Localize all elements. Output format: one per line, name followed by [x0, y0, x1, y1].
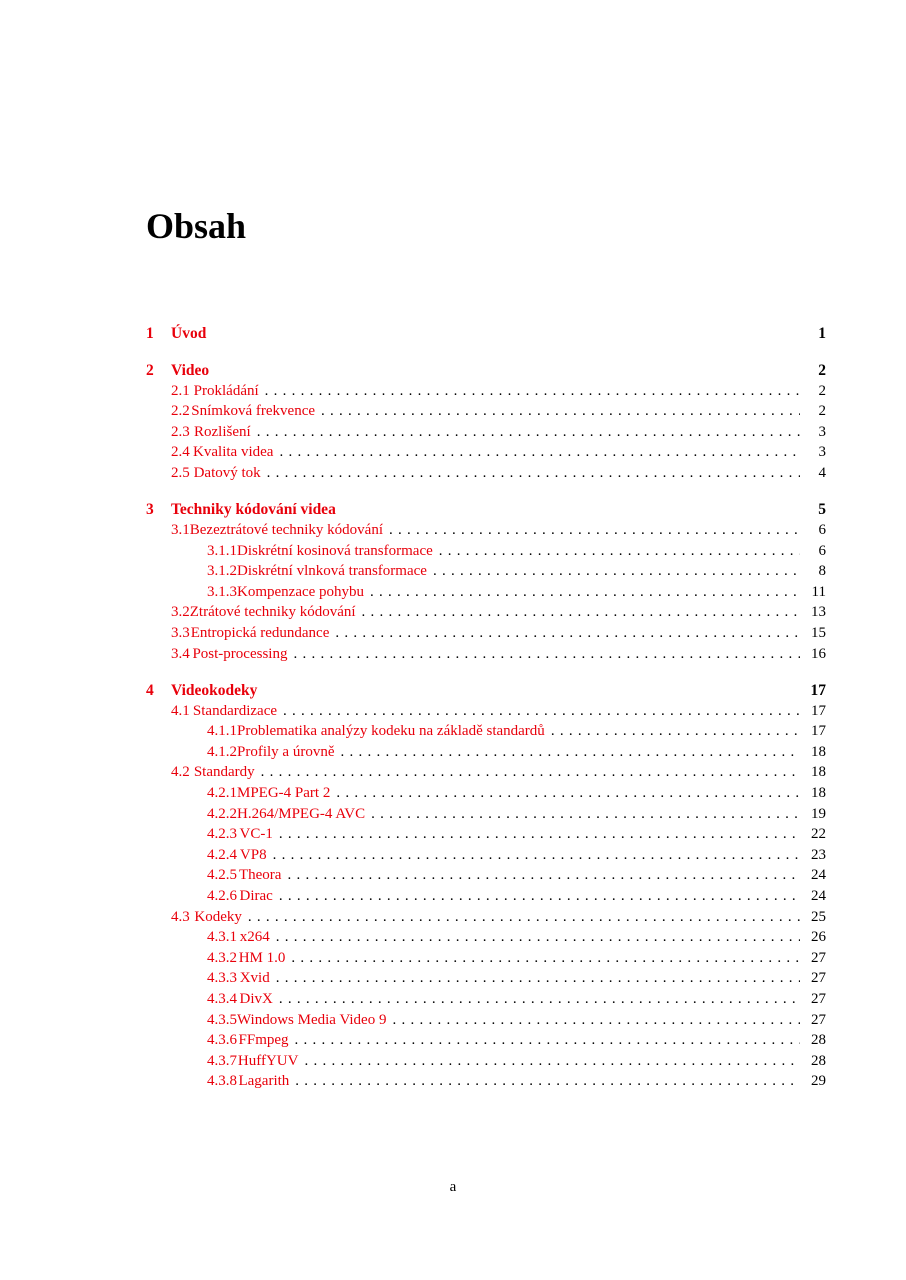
toc-entry-chapter[interactable] — [146, 682, 826, 703]
toc-entry-number[interactable]: 2.5 — [171, 464, 190, 481]
dot-leader — [336, 785, 800, 802]
toc-entry-number[interactable]: 2.2 — [171, 403, 190, 420]
toc-entry-page: 3 — [818, 423, 826, 440]
dot-leader — [279, 444, 800, 461]
dot-leader — [392, 1012, 800, 1029]
toc-entry-subsection[interactable] — [146, 991, 826, 1012]
toc-entry-section[interactable] — [146, 424, 826, 445]
toc-entry-subsection[interactable] — [146, 888, 826, 909]
toc-entry-number[interactable]: 2 — [146, 361, 154, 379]
toc-entry-section[interactable] — [146, 383, 826, 404]
toc-entry-label[interactable]: Rozlišení — [194, 423, 251, 440]
dot-leader — [257, 424, 800, 441]
toc-entry-section[interactable] — [146, 703, 826, 724]
dot-leader — [279, 888, 800, 905]
toc-entry-subsection[interactable] — [146, 584, 826, 605]
toc-entry-page: 18 — [811, 764, 826, 781]
toc-entry-subsection[interactable] — [146, 785, 826, 806]
toc-entry-number[interactable]: 3.1.1 — [207, 542, 237, 559]
toc-entry-number[interactable]: 3.1.3 — [207, 583, 237, 600]
toc-entry-number[interactable]: 4.3.8 — [207, 1073, 237, 1090]
dot-leader — [433, 563, 800, 580]
toc-entry-number[interactable]: 4.3.7 — [207, 1052, 237, 1069]
toc-entry-number[interactable]: 4.2.4 — [207, 846, 237, 863]
toc-entry-page: 17 — [810, 681, 826, 699]
dot-leader — [276, 970, 800, 987]
dot-leader — [287, 867, 800, 884]
toc-entry-subsection[interactable] — [146, 806, 826, 827]
toc-entry-number[interactable]: 3 — [146, 500, 154, 518]
toc-entry-page: 16 — [811, 645, 826, 662]
toc-entry-number[interactable]: 4.3.5 — [207, 1011, 237, 1028]
toc-entry-number[interactable]: 4.1 — [171, 702, 190, 719]
toc-entry-page: 2 — [818, 403, 826, 420]
dot-leader — [551, 723, 800, 740]
toc-entry-page: 2 — [818, 382, 826, 399]
toc-entry-page: 6 — [818, 542, 826, 559]
toc-entry-label[interactable]: Problematika analýzy kodeku na základě standardů — [237, 723, 545, 740]
toc-entry-page: 3 — [818, 444, 826, 461]
toc-entry-page: 15 — [811, 624, 826, 641]
table-of-contents — [146, 325, 826, 1094]
toc-entry-label[interactable]: Diskrétní kosinová transformace — [237, 542, 433, 559]
toc-entry-page: 23 — [811, 846, 826, 863]
toc-entry-section[interactable] — [146, 604, 826, 625]
dot-leader — [335, 625, 800, 642]
toc-entry-label[interactable]: Post-processing — [192, 645, 288, 662]
toc-entry-chapter[interactable] — [146, 325, 826, 346]
toc-entry-chapter[interactable] — [146, 362, 826, 383]
dot-leader — [304, 1053, 800, 1070]
toc-entry-label[interactable]: Prokládání — [193, 382, 259, 399]
toc-entry-label[interactable]: Ztrátové techniky kódování — [189, 604, 356, 621]
toc-entry-page: 17 — [811, 723, 826, 740]
toc-entry-label[interactable]: Dirac — [239, 887, 273, 904]
toc-entry-subsection[interactable] — [146, 867, 826, 888]
toc-entry-label[interactable]: Standardy — [193, 764, 255, 781]
toc-entry-subsection[interactable] — [146, 847, 826, 868]
toc-entry-label[interactable]: Videokodeky — [171, 681, 258, 699]
toc-entry-subsection[interactable] — [146, 543, 826, 564]
toc-entry-number[interactable]: 4.1.2 — [207, 743, 237, 760]
toc-entry-number[interactable]: 3.3 — [171, 624, 190, 641]
toc-entry-number[interactable]: 4.3.6 — [207, 1032, 237, 1049]
toc-entry-page: 8 — [818, 563, 826, 580]
page-title: Obsah — [146, 206, 247, 246]
toc-entry-page: 6 — [818, 521, 826, 538]
toc-entry-subsection[interactable] — [146, 744, 826, 765]
dot-leader — [261, 764, 800, 781]
toc-entry-number[interactable]: 4.2.2 — [207, 805, 237, 822]
dot-leader — [291, 950, 800, 967]
toc-entry-page: 19 — [811, 805, 826, 822]
toc-entry-section[interactable] — [146, 909, 826, 930]
toc-entry-number[interactable]: 4.2 — [171, 764, 190, 781]
toc-entry-page: 27 — [811, 949, 826, 966]
toc-entry-section[interactable] — [146, 764, 826, 785]
toc-entry-number[interactable]: 4.3.1 — [207, 929, 237, 946]
toc-entry-subsection[interactable] — [146, 1012, 826, 1033]
toc-entry-section[interactable] — [146, 522, 826, 543]
toc-entry-page: 24 — [811, 867, 826, 884]
toc-entry-number[interactable]: 2.1 — [171, 382, 190, 399]
toc-entry-page: 28 — [811, 1052, 826, 1069]
toc-entry-label[interactable]: Windows Media Video 9 — [237, 1011, 387, 1028]
dot-leader — [283, 703, 800, 720]
toc-entry-page: 26 — [811, 929, 826, 946]
toc-entry-page: 1 — [818, 325, 826, 342]
toc-entry-label[interactable]: Standardizace — [192, 702, 278, 719]
toc-entry-number[interactable]: 4 — [146, 681, 154, 699]
toc-entry-number[interactable]: 4.3.4 — [207, 990, 237, 1007]
dot-leader — [276, 929, 800, 946]
dot-leader — [279, 991, 800, 1008]
toc-entry-page: 18 — [811, 785, 826, 801]
dot-leader — [389, 522, 800, 539]
toc-entry-number[interactable]: 1 — [146, 325, 154, 342]
dot-leader — [273, 847, 800, 864]
toc-entry-label[interactable]: Theora — [238, 867, 282, 884]
toc-entry-number[interactable]: 4.3 — [171, 908, 190, 925]
dot-leader — [321, 403, 800, 420]
toc-entry-label[interactable]: Úvod — [171, 325, 207, 342]
toc-entry-subsection[interactable] — [146, 970, 826, 991]
dot-leader — [248, 909, 800, 926]
toc-entry-label[interactable]: Datový tok — [193, 464, 261, 481]
toc-entry-page: 25 — [811, 908, 826, 925]
toc-entry-label[interactable]: DivX — [239, 990, 273, 1007]
toc-entry-label[interactable]: HuffYUV — [237, 1052, 299, 1069]
toc-entry-number[interactable]: 3.1.2 — [207, 563, 237, 580]
toc-entry-label[interactable]: Profily a úrovně — [237, 743, 335, 760]
dot-leader — [295, 1073, 800, 1090]
toc-entry-label[interactable]: Kodeky — [194, 908, 242, 925]
toc-entry-number[interactable]: 4.2.3 — [207, 826, 237, 843]
toc-entry-label[interactable]: H.264/MPEG-4 AVC — [237, 805, 366, 822]
toc-entry-subsection[interactable] — [146, 563, 826, 584]
toc-entry-number[interactable]: 2.3 — [171, 423, 190, 440]
dot-leader — [371, 806, 800, 823]
toc-entry-number[interactable]: 4.2.1 — [207, 785, 237, 801]
dot-leader — [293, 646, 800, 663]
toc-entry-number[interactable]: 3.4 — [171, 645, 190, 662]
dot-leader — [362, 604, 800, 621]
toc-entry-number[interactable]: 4.3.2 — [207, 949, 237, 966]
toc-entry-page: 18 — [811, 743, 826, 760]
toc-entry-subsection[interactable] — [146, 929, 826, 950]
toc-entry-page: 4 — [818, 464, 826, 481]
toc-entry-label[interactable]: Lagarith — [238, 1073, 290, 1090]
dot-leader — [370, 584, 800, 601]
dot-leader — [267, 465, 800, 482]
toc-entry-label[interactable]: Video — [171, 361, 210, 379]
toc-entry-label[interactable]: Entropická redundance — [190, 624, 330, 641]
toc-entry-number[interactable]: 3.2 — [171, 604, 190, 621]
toc-entry-page: 29 — [811, 1073, 826, 1090]
toc-entry-page: 11 — [811, 583, 826, 600]
toc-entry-number[interactable]: 3.1 — [171, 521, 190, 538]
toc-entry-number[interactable]: 4.2.5 — [207, 867, 237, 884]
toc-entry-subsection[interactable] — [146, 1032, 826, 1053]
toc-entry-page: 5 — [818, 500, 826, 518]
dot-leader — [439, 543, 800, 560]
toc-entry-subsection[interactable] — [146, 950, 826, 971]
toc-entry-page: 13 — [811, 604, 826, 621]
toc-entry-page: 27 — [811, 1011, 826, 1028]
dot-leader — [340, 744, 800, 761]
toc-entry-page: 22 — [811, 826, 826, 843]
toc-entry-label[interactable]: MPEG-4 Part 2 — [237, 785, 331, 801]
toc-entry-chapter[interactable] — [146, 501, 826, 522]
toc-entry-page: 27 — [811, 990, 826, 1007]
dot-leader — [265, 383, 800, 400]
toc-entry-subsection[interactable] — [146, 723, 826, 744]
toc-entry-label[interactable]: VP8 — [239, 846, 267, 863]
dot-leader — [279, 826, 800, 843]
toc-entry-number[interactable]: 4.2.6 — [207, 887, 237, 904]
toc-entry-section[interactable] — [146, 403, 826, 424]
toc-entry-section[interactable] — [146, 444, 826, 465]
toc-entry-label[interactable]: FFmpeg — [238, 1032, 289, 1049]
toc-entry-page: 17 — [811, 702, 826, 719]
toc-entry-label[interactable]: Diskrétní vlnková transformace — [237, 563, 427, 580]
toc-entry-page: 28 — [811, 1032, 826, 1049]
toc-entry-section[interactable] — [146, 465, 826, 486]
toc-entry-page: 2 — [818, 361, 826, 379]
toc-entry-page: 24 — [811, 887, 826, 904]
toc-entry-label[interactable]: Snímková frekvence — [191, 403, 316, 420]
toc-entry-number[interactable]: 2.4 — [171, 444, 190, 461]
toc-entry-page: 27 — [811, 970, 826, 987]
toc-entry-number[interactable]: 4.3.3 — [207, 970, 237, 987]
toc-entry-label[interactable]: VC-1 — [239, 826, 273, 843]
toc-entry-label[interactable]: Techniky kódování videa — [171, 500, 336, 518]
toc-entry-section[interactable] — [146, 646, 826, 667]
toc-entry-label[interactable]: HM 1.0 — [238, 949, 286, 966]
toc-entry-label[interactable]: x264 — [239, 929, 270, 946]
toc-entry-section[interactable] — [146, 625, 826, 646]
toc-entry-label[interactable]: Kvalita videa — [193, 444, 274, 461]
dot-leader — [295, 1032, 800, 1049]
toc-entry-subsection[interactable] — [146, 1053, 826, 1074]
toc-entry-label[interactable]: Xvid — [239, 970, 270, 987]
toc-entry-subsection[interactable] — [146, 826, 826, 847]
toc-entry-label[interactable]: Bezeztrátové techniky kódování — [189, 521, 384, 538]
toc-entry-label[interactable]: Kompenzace pohybu — [237, 583, 365, 600]
toc-entry-number[interactable]: 4.1.1 — [207, 723, 237, 740]
page-number-footer: a — [449, 1179, 457, 1195]
toc-entry-subsection[interactable] — [146, 1073, 826, 1094]
